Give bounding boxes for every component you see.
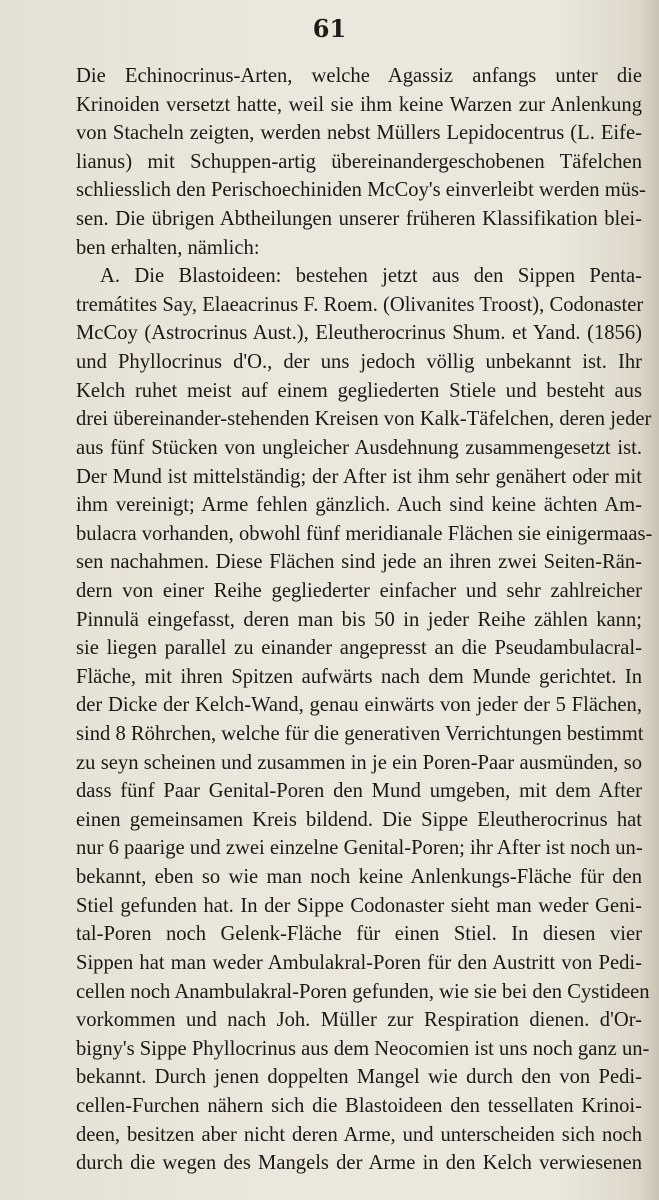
text-line: cellen-Furchen nähern sich die Blastoideen den tessellaten Krinoi- bbox=[76, 1094, 642, 1117]
text-line: aus fünf Stücken von ungleicher Ausdehnung zusammengesetzt ist. bbox=[76, 436, 642, 459]
page-number: 61 bbox=[312, 14, 347, 43]
text-line: ihm vereinigt; Arme fehlen gänzlich. Auch sind keine ächten Am- bbox=[76, 494, 642, 517]
text-line: schliesslich den Perischoechiniden McCoy's einverleibt werden müs- bbox=[76, 179, 646, 202]
text-line: Der Mund ist mittelständig; der After ist ihm sehr genähert oder mit bbox=[76, 465, 642, 488]
text-line: ben erhalten, nämlich: bbox=[76, 236, 260, 259]
text-line: Krinoiden versetzt hatte, weil sie ihm keine Warzen zur Anlenkung bbox=[76, 93, 642, 116]
text-line: der Dicke der Kelch-Wand, genau einwärts von jeder der 5 Flächen, bbox=[76, 694, 642, 717]
text-line: lianus) mit Schuppen-artig übereinandergeschobenen Täfelchen bbox=[76, 150, 642, 173]
text-line: bulacra vorhanden, obwohl fünf meridianale Flächen sie einigermaas- bbox=[76, 522, 653, 545]
text-line: sind 8 Röhrchen, welche für die generativen Verrichtungen bestimmt bbox=[76, 723, 644, 746]
text-line: Stiel gefunden hat. In der Sippe Codonaster sieht man weder Geni- bbox=[76, 894, 642, 917]
text-line: dass fünf Paar Genital-Poren den Mund umgeben, mit dem After bbox=[76, 780, 642, 803]
text-line: Pinnulä eingefasst, deren man bis 50 in jeder Reihe zählen kann; bbox=[76, 608, 642, 631]
text-line: bekannt, eben so wie man noch keine Anlenkungs-Fläche für den bbox=[76, 866, 642, 889]
text-line: Kelch ruhet meist auf einem gegliederten Stiele und besteht aus bbox=[76, 379, 642, 402]
text-line: sen nachahmen. Diese Flächen sind jede an ihren zwei Seiten-Rän- bbox=[76, 551, 642, 574]
text-line: bekannt. Durch jenen doppelten Mangel wie durch den von Pedi- bbox=[76, 1066, 642, 1089]
text-line: McCoy (Astrocrinus Aust.), Eleutherocrinus Shum. et Yand. (1856) bbox=[76, 322, 642, 345]
text-line: sen. Die übrigen Abtheilungen unserer früheren Klassifikation blei- bbox=[76, 208, 642, 231]
text-line: tremátites Say, Elaeacrinus F. Roem. (Olivanites Troost), Codonaster bbox=[76, 293, 644, 316]
text-line: bigny's Sippe Phyllocrinus aus dem Neocomien ist uns noch ganz un- bbox=[76, 1037, 650, 1060]
text-line: Die Echinocrinus-Arten, welche Agassiz anfangs unter die bbox=[76, 65, 642, 87]
text-line: drei übereinander-stehenden Kreisen von Kalk-Täfelchen, deren jeder bbox=[76, 408, 652, 431]
text-line: von Stacheln zeigten, werden nebst Müllers Lepidocentrus (L. Eife- bbox=[76, 122, 642, 145]
text-line: A. Die Blastoideen: bestehen jetzt aus den Sippen Penta- bbox=[100, 265, 642, 288]
text-line: vorkommen und nach Joh. Müller zur Respiration dienen. d'Or- bbox=[76, 1009, 642, 1032]
text-line: nur 6 paarige und zwei einzelne Genital-Poren; ihr After ist noch un- bbox=[76, 837, 643, 860]
text-line: tal-Poren noch Gelenk-Fläche für einen Stiel. In diesen vier bbox=[76, 923, 642, 946]
text-line: zu seyn scheinen und zusammen in je ein Poren-Paar ausmünden, so bbox=[76, 751, 642, 774]
text-line: einen gemeinsamen Kreis bildend. Die Sippe Eleutherocrinus hat bbox=[76, 808, 642, 831]
body-text bbox=[76, 62, 653, 1178]
text-line: Sippen hat man weder Ambulakral-Poren für den Austritt von Pedi- bbox=[76, 951, 642, 974]
text-line: Fläche, mit ihren Spitzen aufwärts nach dem Munde gerichtet. In bbox=[76, 665, 642, 688]
text-line: durch die wegen des Mangels der Arme in den Kelch verwiesenen bbox=[76, 1152, 642, 1175]
text-line: und Phyllocrinus d'O., der uns jedoch völlig unbekannt ist. Ihr bbox=[76, 351, 642, 374]
text-line: dern von einer Reihe gegliederter einfacher und sehr zahlreicher bbox=[76, 579, 642, 602]
text-line: cellen noch Anambulakral-Poren gefunden, wie sie bei den Cystideen bbox=[76, 980, 650, 1003]
text-line: deen, besitzen aber nicht deren Arme, und unterscheiden sich noch bbox=[76, 1123, 642, 1146]
text-line: sie liegen parallel zu einander angepresst an die Pseudambulacral- bbox=[76, 637, 642, 660]
